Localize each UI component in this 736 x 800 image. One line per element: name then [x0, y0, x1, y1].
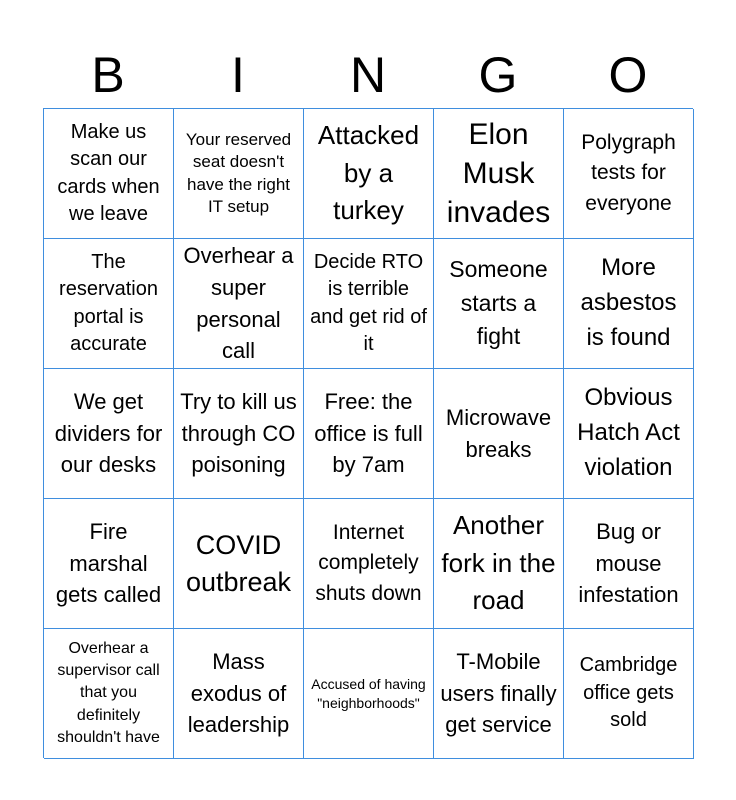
- bingo-cell[interactable]: [434, 629, 564, 759]
- bingo-cell[interactable]: [174, 629, 304, 759]
- bingo-cell[interactable]: [304, 499, 434, 629]
- bingo-cell-text: Internet completely shuts down: [315, 520, 422, 605]
- bingo-cell[interactable]: [304, 239, 434, 369]
- bingo-cell[interactable]: [304, 629, 434, 759]
- header-letter-n: N: [349, 47, 387, 103]
- header-letter-i: I: [231, 47, 245, 103]
- bingo-cell-text: Attacked by a turkey: [317, 119, 420, 226]
- bingo-cell[interactable]: [434, 239, 564, 369]
- bingo-cell-text: Fire marshal gets called: [55, 518, 162, 608]
- bingo-cell-text: Mass exodus of leadership: [187, 648, 290, 738]
- bingo-cell[interactable]: [44, 499, 174, 629]
- bingo-cell-text: Your reserved seat doesn't have the right IT setup: [185, 130, 292, 216]
- bingo-cell[interactable]: [434, 499, 564, 629]
- bingo-board: [43, 108, 693, 758]
- bingo-cell-text: Make us scan our cards when we leave: [57, 120, 160, 225]
- bingo-cell-text: Cambridge office gets sold: [579, 654, 678, 732]
- bingo-cell-text: Polygraph tests for everyone: [581, 130, 676, 215]
- bingo-cell-text: Free: the office is full by 7am: [314, 388, 423, 478]
- bingo-cell[interactable]: [174, 239, 304, 369]
- bingo-cell-text: Overhear a supervisor call that you definitely shouldn't have: [57, 639, 160, 747]
- bingo-cell[interactable]: [44, 369, 174, 499]
- bingo-cell[interactable]: [44, 109, 174, 239]
- bingo-header: [43, 42, 693, 108]
- bingo-cell-text: The reservation portal is accurate: [59, 250, 158, 355]
- bingo-cell[interactable]: [174, 499, 304, 629]
- bingo-cell[interactable]: [564, 499, 694, 629]
- bingo-cell-text: We get dividers for our desks: [54, 388, 163, 478]
- bingo-cell[interactable]: [434, 369, 564, 499]
- header-letter-b: B: [91, 47, 125, 103]
- bingo-cell[interactable]: [564, 239, 694, 369]
- bingo-cell[interactable]: [304, 369, 434, 499]
- bingo-cell-text: Someone starts a fight: [449, 256, 548, 350]
- header-letter-g: G: [478, 47, 518, 103]
- bingo-cell[interactable]: [174, 109, 304, 239]
- bingo-cell[interactable]: [44, 629, 174, 759]
- bingo-cell[interactable]: [304, 109, 434, 239]
- bingo-cell[interactable]: [44, 239, 174, 369]
- bingo-cell-text: Obvious Hatch Act violation: [577, 384, 680, 481]
- bingo-cell-text: Microwave breaks: [445, 404, 552, 462]
- bingo-cell-text: Accused of having "neighborhoods": [311, 676, 426, 711]
- bingo-cell[interactable]: [564, 109, 694, 239]
- bingo-cell-text: Try to kill us through CO poisoning: [180, 388, 297, 478]
- bingo-cell[interactable]: [434, 109, 564, 239]
- bingo-cell-text: Another fork in the road: [441, 509, 556, 616]
- bingo-cell-text: More asbestos is found: [580, 254, 677, 351]
- bingo-cell[interactable]: [564, 629, 694, 759]
- bingo-cell-text: Bug or mouse infestation: [578, 518, 679, 608]
- bingo-cell[interactable]: [174, 369, 304, 499]
- bingo-cell-text: Decide RTO is terrible and get rid of it: [310, 250, 427, 355]
- bingo-cell-text: COVID outbreak: [185, 529, 292, 597]
- bingo-cell-text: T-Mobile users finally get service: [440, 648, 557, 738]
- header-letter-o: O: [608, 47, 648, 103]
- bingo-cell-text: Overhear a super personal call: [183, 242, 294, 364]
- bingo-cell-text: Elon Musk invades: [446, 118, 551, 229]
- bingo-cell[interactable]: [564, 369, 694, 499]
